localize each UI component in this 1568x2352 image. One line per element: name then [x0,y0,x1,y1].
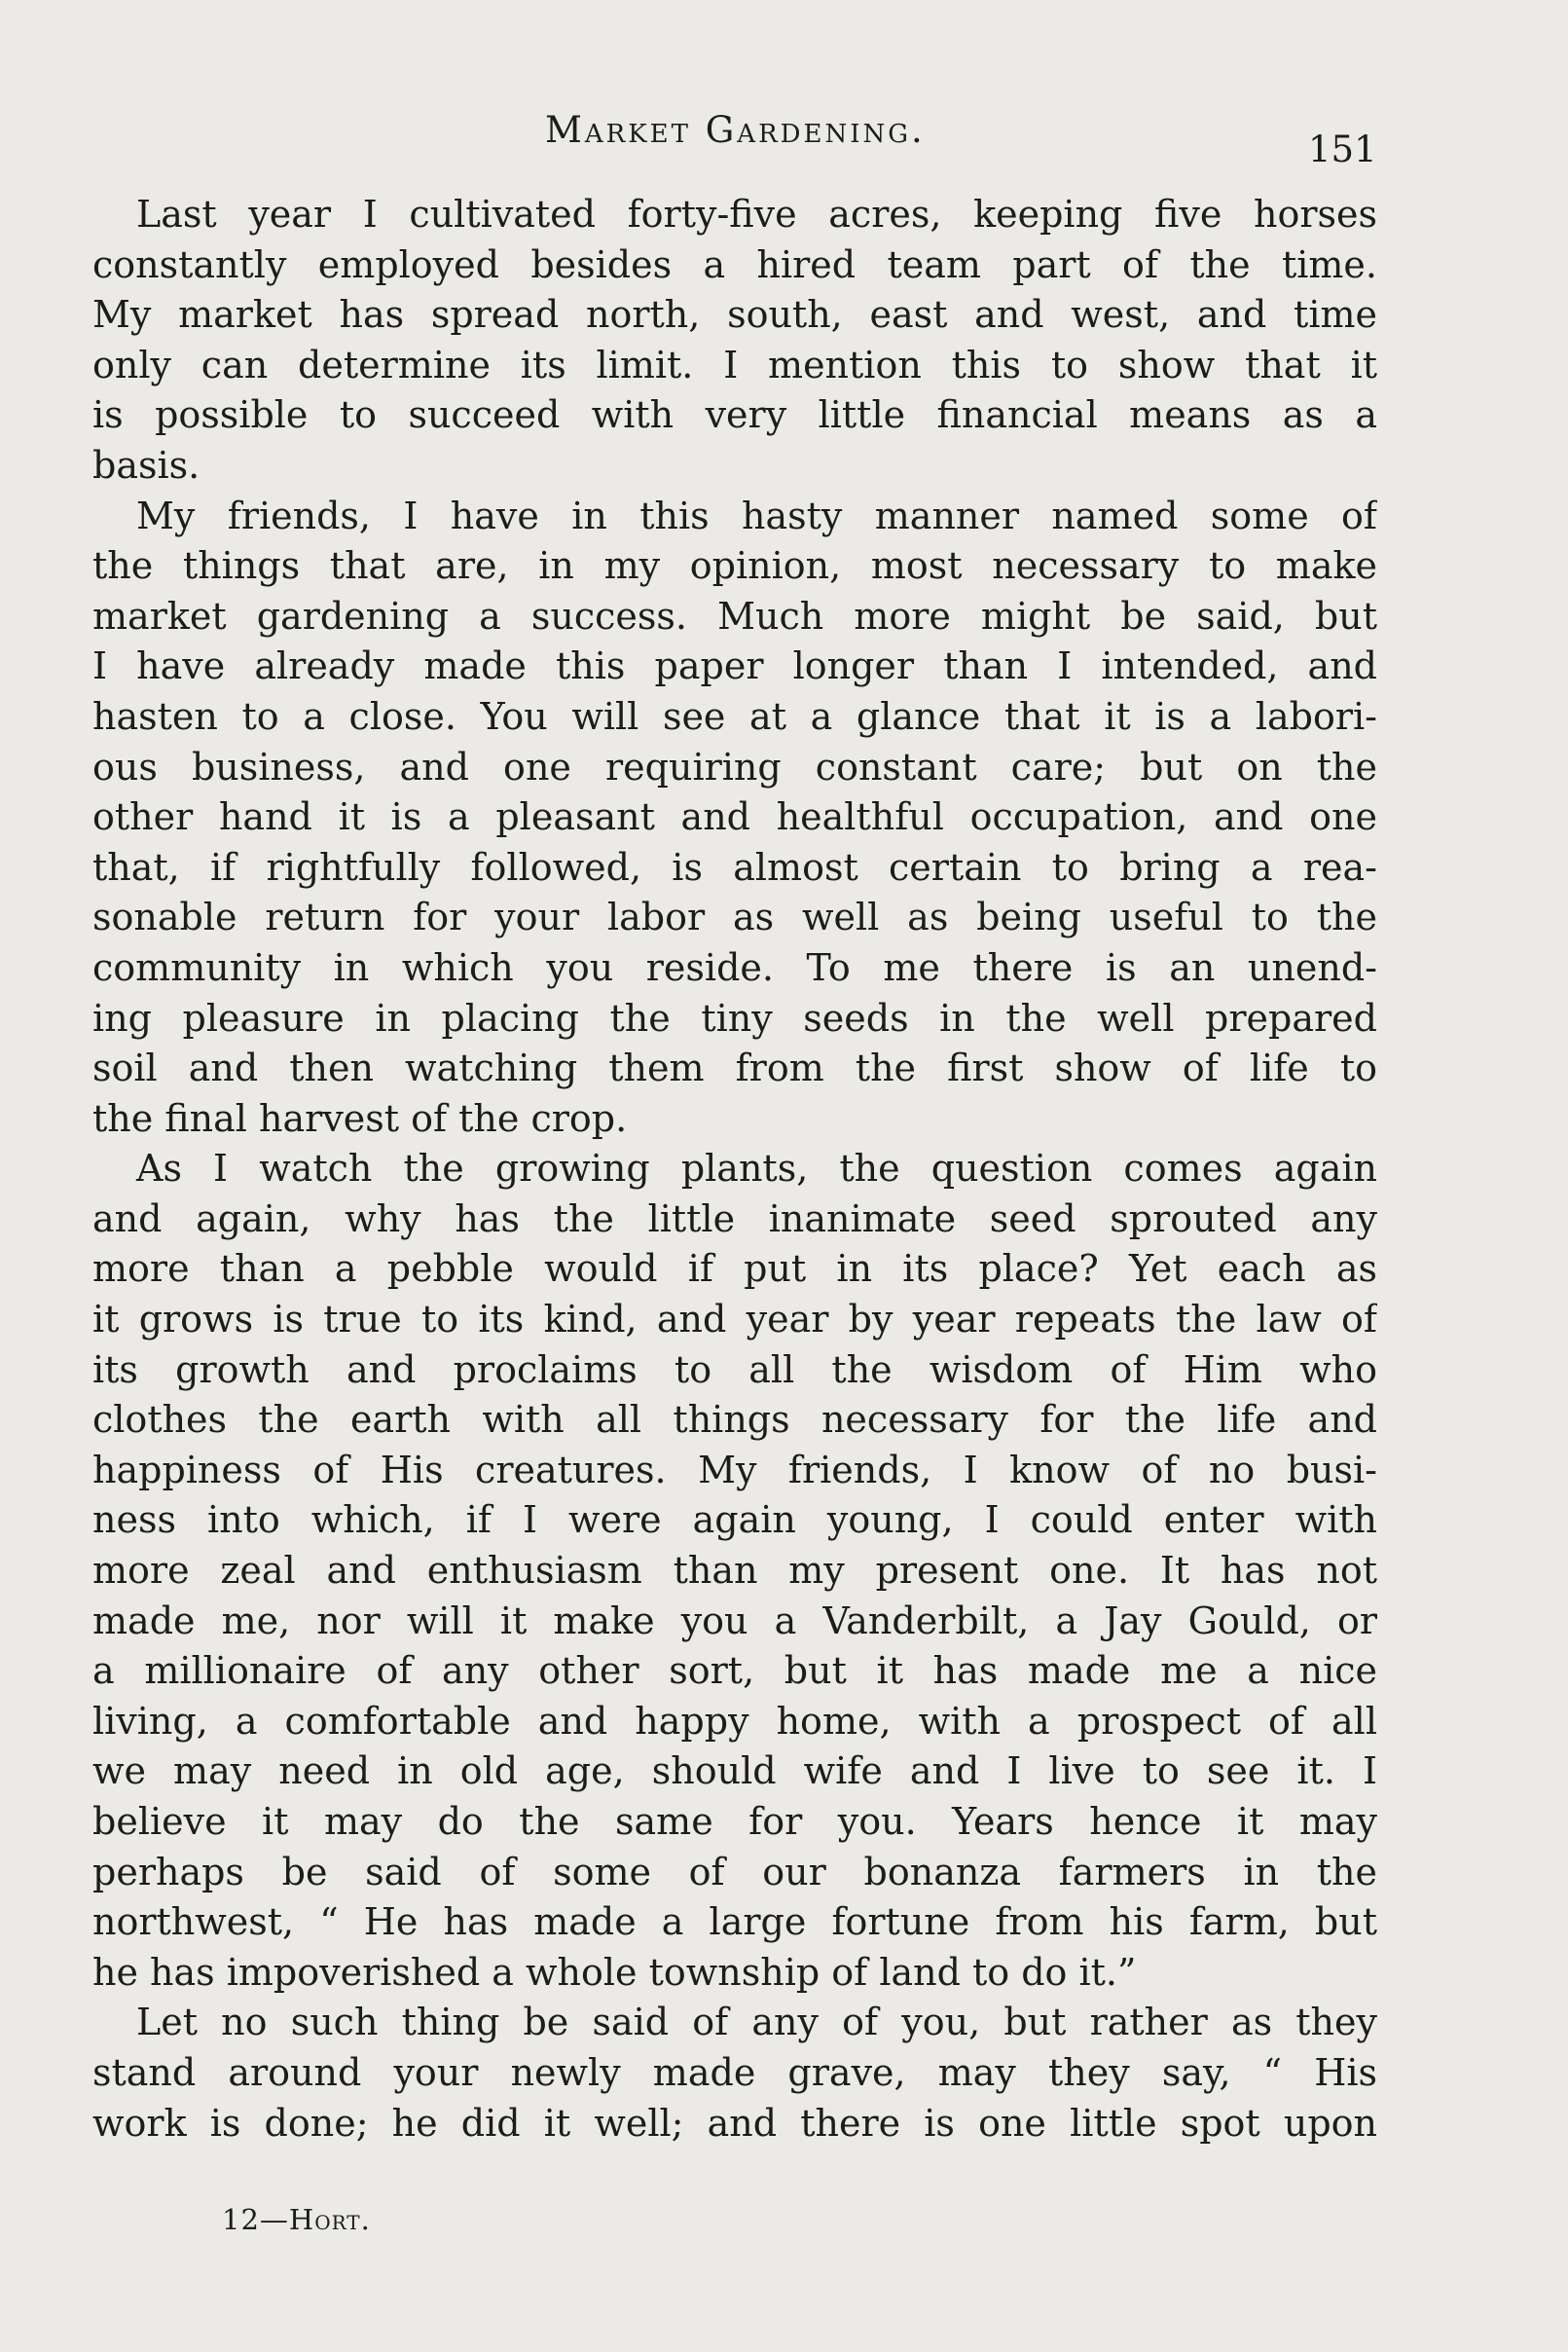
text-line: ing pleasure in placing the tiny seeds in the well prepared [92,996,1377,1040]
text-line: believe it may do the same for you. Years hence it may [92,1800,1377,1843]
running-head: Market Gardening. [545,109,926,151]
text-line: more zeal and enthusiasm than my present one. It has not [92,1549,1377,1593]
text-line: happiness of His creatures. My friends, I know of no busi- [92,1448,1377,1491]
text-line: more than a pebble would if put in its place? Yet each as [92,1247,1377,1291]
text-line: a millionaire of any other sort, but it has made me a nice [92,1649,1377,1693]
text-line: he has impoverished a whole township of land to do it.” [92,1950,1137,1994]
text-line: soil and then watching them from the first show of life to [92,1047,1377,1090]
text-line: made me, nor will it make you a Vanderbilt, a Jay Gould, or [92,1599,1377,1642]
text-line: market gardening a success. Much more might be said, but [92,594,1377,638]
page-number: 151 [1308,129,1377,170]
text-line: work is done; he did it well; and there is one little spot upon [92,2101,1377,2145]
text-line: we may need in old age, should wife and I live to see it. I [92,1749,1377,1793]
text-line: perhaps be said of some of our bonanza farmers in the [92,1850,1377,1893]
text-line: only can determine its limit. I mention this to show that it [92,343,1377,386]
text-line: its growth and proclaims to all the wisdom of Him who [92,1347,1377,1391]
text-line: clothes the earth with all things necessary for the life and [92,1398,1377,1442]
body-text [92,190,1377,2149]
text-line: sonable return for your labor as well as being useful to the [92,896,1377,939]
text-line: constantly employed besides a hired team part of the time. [92,242,1377,286]
text-line: that, if rightfully followed, is almost certain to bring a rea- [92,845,1377,889]
text-line: As I watch the growing plants, the question comes again [136,1147,1377,1191]
text-line: Last year I cultivated forty-five acres, keeping five horses [136,193,1377,236]
text-line: the things that are, in my opinion, most necessary to make [92,544,1377,588]
text-line: ous business, and one requiring constant care; but on the [92,745,1377,789]
text-line: My friends, I have in this hasty manner named some of [136,494,1377,537]
text-line: Let no such thing be said of any of you, but rather as they [136,2001,1377,2044]
text-line: and again, why has the little inanimate seed sprouted any [92,1196,1377,1240]
text-line: ness into which, if I were again young, I could enter with [92,1498,1377,1542]
text-line: community in which you reside. To me there is an unend- [92,945,1377,989]
text-line: northwest, “ He has made a large fortune from his farm, but [92,1900,1377,1944]
text-line: is possible to succeed with very little financial means as a [92,393,1377,437]
text-line: other hand it is a pleasant and healthful occupation, and one [92,795,1377,839]
text-line: stand around your newly made grave, may they say, “ His [92,2050,1377,2094]
text-line: living, a comfortable and happy home, with a prospect of all [92,1699,1377,1743]
text-line: the final harvest of the crop. [92,1096,628,1140]
text-line: basis. [92,443,201,487]
text-line: hasten to a close. You will see at a glance that it is a labori- [92,694,1377,738]
text-line: it grows is true to its kind, and year by year repeats the law of [92,1298,1377,1341]
signature-mark: 12—Hort. [222,2203,371,2236]
text-line: I have already made this paper longer than I intended, and [92,644,1377,688]
text-line: My market has spread north, south, east and west, and time [92,293,1377,337]
